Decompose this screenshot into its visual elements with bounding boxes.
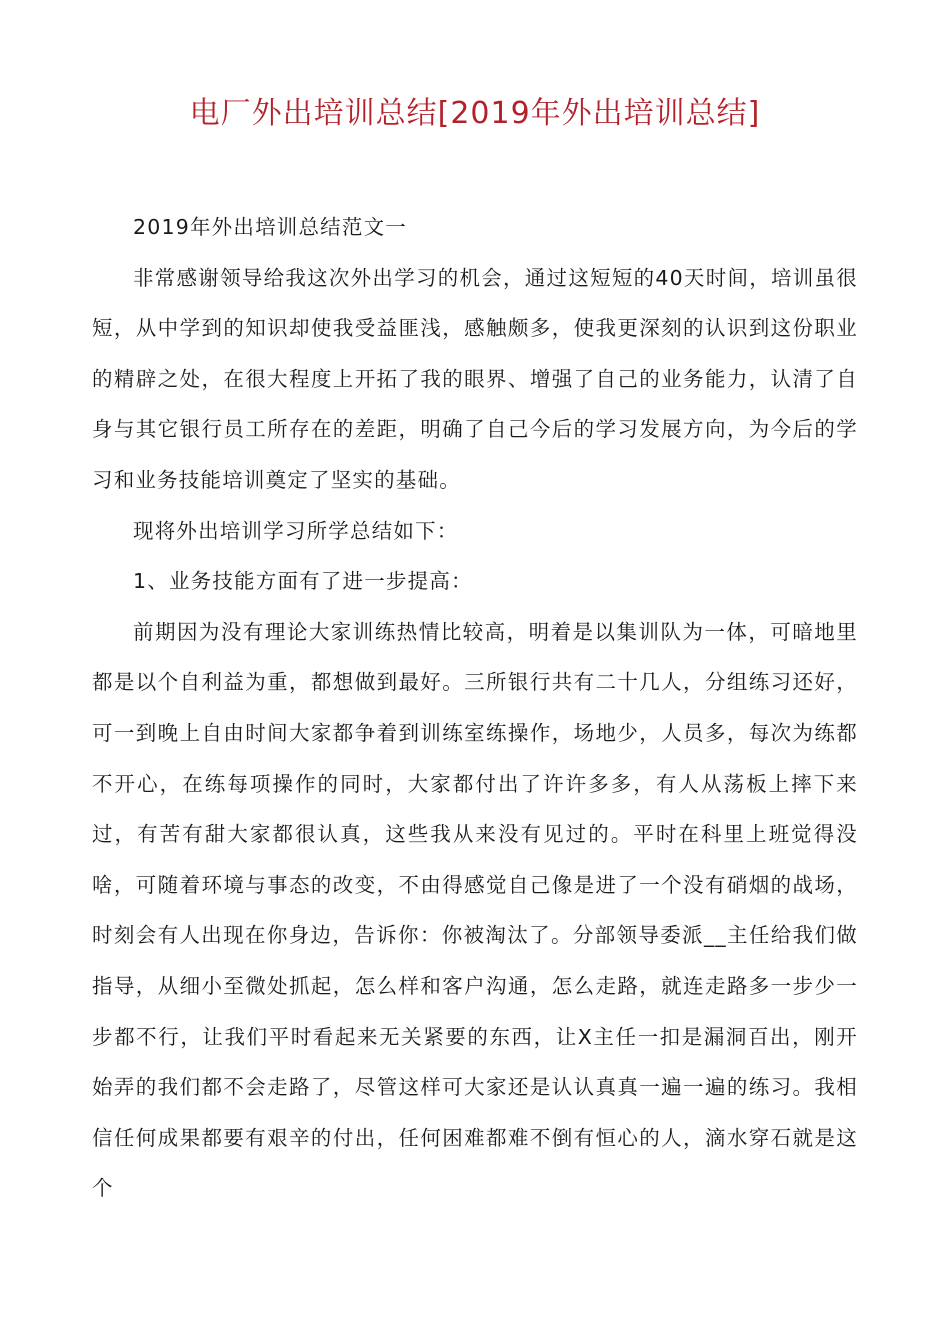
list-item-heading: 1、业务技能方面有了进一步提高： — [133, 569, 473, 594]
paragraph: 现将外出培训学习所学总结如下： — [133, 518, 459, 543]
document-body — [92, 202, 858, 1214]
document-title: 电厂外出培训总结[2019年外出培训总结] — [189, 96, 761, 131]
section-heading: 2019年外出培训总结范文一 — [133, 215, 407, 239]
paragraph: 前期因为没有理论大家训练热情比较高，明着是以集训队为一体，可暗地里都是以个自利益为重，都想做到最好。三所银行共有二十几人，分组练习还好，可一到晚上自由时间大家都争着到训练室练操作，场地少，人员多，每次为练都不开心，在练每项操作的同时，大家都付出了许许多多，有人从荡板上摔下来过，有苦有甜大家都很认真，这些我从来没有见过的。平时在科里上班觉得没啥，可随着环境与事态的改变，不由得感觉自己像是进了一个没有硝烟的战场，时刻会有人出现在你身边，告诉你：你被淘汰了。分部领导委派__主任给我们做指导，从细小至微处抓起，怎么样和客户沟通，怎么走路，就连走路多一步少一步都不行，让我们平时看起来无关紧要的东西，让X主任一扣是漏洞百出，刚开始弄的我们都不会走路了，尽管这样可大家还是认认真真一遍一遍的练习。我相信任何成果都要有艰辛的付出，任何困难都难不倒有恒心的人，滴水穿石就是这个 — [92, 619, 858, 1201]
paragraph: 非常感谢领导给我这次外出学习的机会，通过这短短的40天时间，培训虽很短，从中学到的知识却使我受益匪浅，感触颇多，使我更深刻的认识到这份职业的精辟之处，在很大程度上开拓了我的眼界、增强了自己的业务能力，认清了自身与其它银行员工所存在的差距，明确了自己今后的学习发展方向，为今后的学习和业务技能培训奠定了坚实的基础。 — [92, 265, 858, 492]
